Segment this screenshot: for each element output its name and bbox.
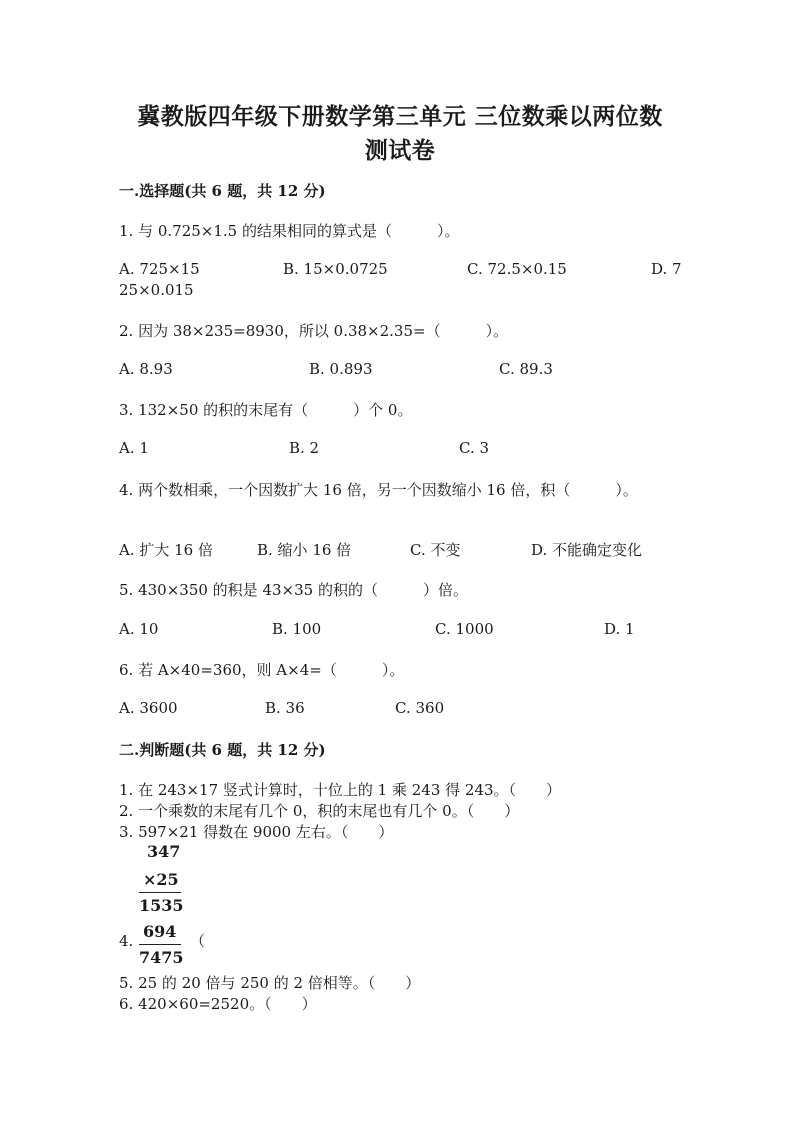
judgement-4-bracket: （ — [190, 932, 206, 950]
calc-rule-2 — [139, 944, 181, 945]
calc-multiplicand: 347 — [147, 842, 181, 861]
page-title-line-2: 测试卷 — [364, 137, 436, 164]
q2-option-c[interactable]: C. 89.3 — [499, 360, 553, 378]
q1-option-c[interactable]: C. 72.5×0.15 — [467, 260, 567, 278]
calc-partial-2: 694 — [143, 922, 177, 941]
q3-option-c[interactable]: C. 3 — [459, 439, 490, 457]
judgement-2: 2. 一个乘数的末尾有几个 0，积的末尾也有几个 0。（ ） — [119, 802, 520, 820]
q3-option-a[interactable]: A. 1 — [119, 439, 149, 457]
section-heading-judgement: 二.判断题(共 6 题，共 12 分) — [119, 741, 326, 759]
q2-option-b[interactable]: B. 0.893 — [309, 360, 373, 378]
q5-option-d[interactable]: D. 1 — [604, 620, 635, 638]
q6-option-a[interactable]: A. 3600 — [119, 699, 178, 717]
calc-rule-1 — [139, 892, 181, 893]
calc-multiplier: ×25 — [143, 870, 179, 889]
q1-option-d-wrap: 25×0.015 — [119, 281, 194, 299]
q4-option-a[interactable]: A. 扩大 16 倍 — [119, 541, 213, 559]
page-title-line-1: 冀教版四年级下册数学第三单元 三位数乘以两位数 — [137, 103, 663, 130]
q5-option-b[interactable]: B. 100 — [272, 620, 322, 638]
q1-option-a[interactable]: A. 725×15 — [119, 260, 200, 278]
q2-option-a[interactable]: A. 8.93 — [119, 360, 173, 378]
q6-option-b[interactable]: B. 36 — [265, 699, 305, 717]
judgement-4-number: 4. — [119, 932, 134, 950]
q5-option-c[interactable]: C. 1000 — [435, 620, 494, 638]
judgement-3: 3. 597×21 得数在 9000 左右。（ ） — [119, 823, 394, 841]
question-3-text: 3. 132×50 的积的末尾有（ ）个 0。 — [119, 401, 413, 419]
question-6-text: 6. 若 A×40=360，则 A×4=（ ）。 — [119, 661, 405, 679]
judgement-6: 6. 420×60=2520。（ ） — [119, 995, 317, 1013]
question-4-text: 4. 两个数相乘，一个因数扩大 16 倍，另一个因数缩小 16 倍，积（ ）。 — [119, 481, 638, 499]
q6-option-c[interactable]: C. 360 — [395, 699, 445, 717]
q3-option-b[interactable]: B. 2 — [289, 439, 320, 457]
question-2-text: 2. 因为 38×235=8930，所以 0.38×2.35=（ ）。 — [119, 322, 509, 340]
calc-partial-1: 1535 — [139, 896, 184, 915]
question-1-text: 1. 与 0.725×1.5 的结果相同的算式是（ ）。 — [119, 222, 460, 240]
q4-option-d[interactable]: D. 不能确定变化 — [531, 541, 643, 559]
question-5-text: 5. 430×350 的积是 43×35 的积的（ ）倍。 — [119, 581, 468, 599]
q5-option-a[interactable]: A. 10 — [119, 620, 159, 638]
q4-option-c[interactable]: C. 不变 — [410, 541, 461, 559]
q1-option-d[interactable]: D. 7 — [651, 260, 682, 278]
judgement-1: 1. 在 243×17 竖式计算时，十位上的 1 乘 243 得 243。（ ） — [119, 781, 562, 799]
section-heading-choice: 一.选择题(共 6 题，共 12 分) — [119, 182, 326, 200]
q1-option-b[interactable]: B. 15×0.0725 — [283, 260, 388, 278]
q4-option-b[interactable]: B. 缩小 16 倍 — [257, 541, 352, 559]
judgement-5: 5. 25 的 20 倍与 250 的 2 倍相等。（ ） — [119, 974, 421, 992]
calc-product: 7475 — [139, 948, 184, 967]
